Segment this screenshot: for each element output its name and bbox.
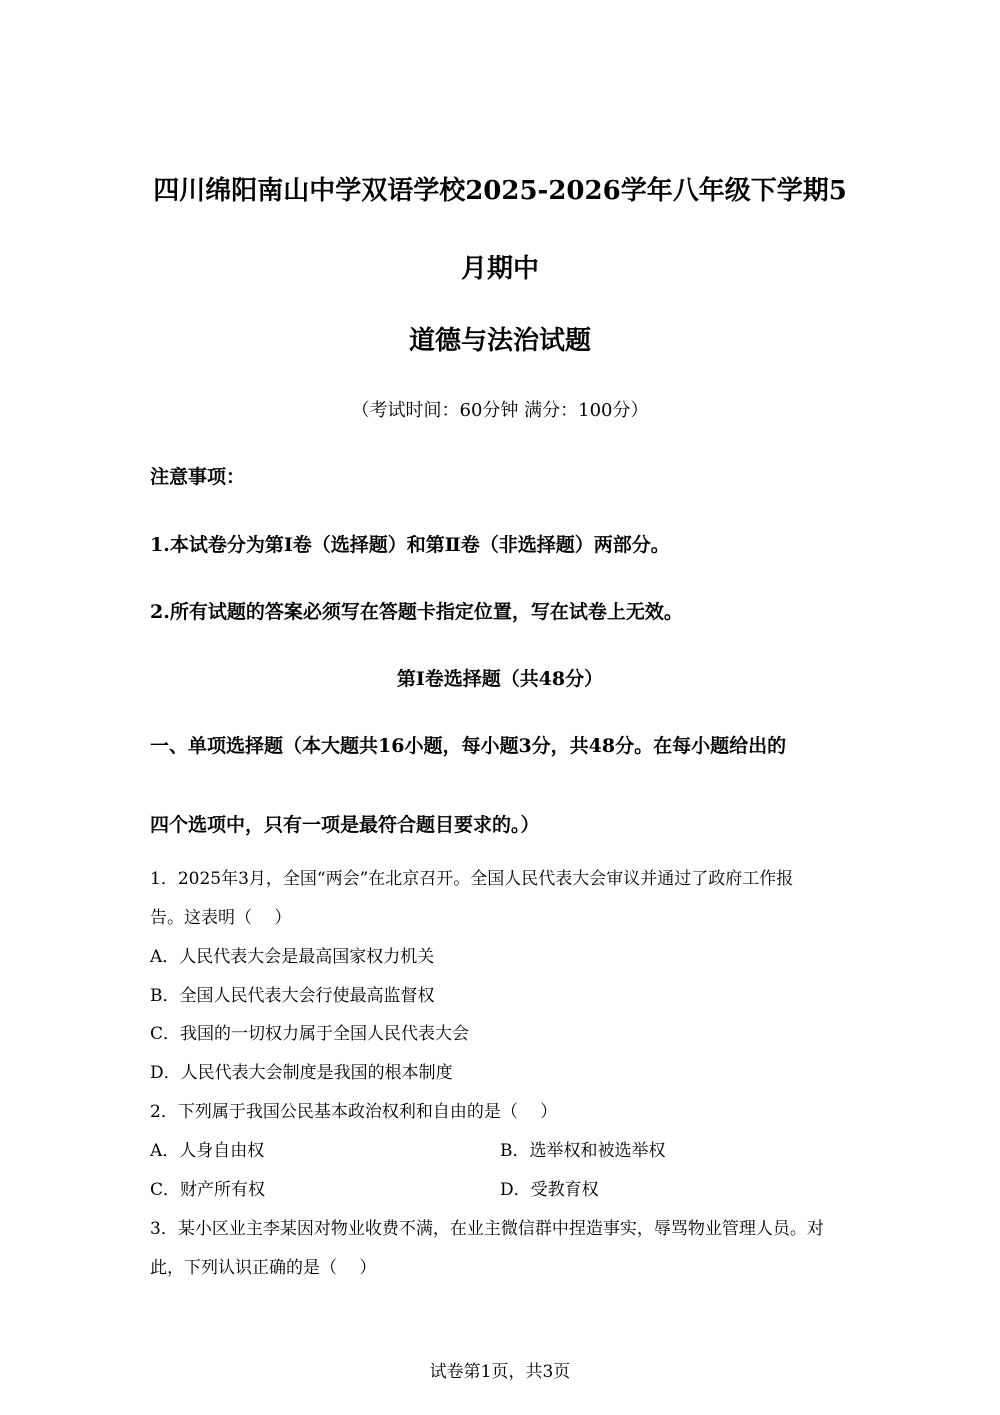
question-1-option-d: D．人民代表大会制度是我国的根本制度 xyxy=(150,1063,453,1083)
question-1-stem-line-1: 1．2025年3月，全国“两会”在北京召开。全国人民代表大会审议并通过了政府工作报 xyxy=(150,869,794,889)
question-1-option-a: A．人民代表大会是最高国家权力机关 xyxy=(150,947,435,967)
notice-item-1: 1.本试卷分为第Ⅰ卷（选择题）和第Ⅱ卷（非选择题）两部分。 xyxy=(150,534,670,556)
section-instruction-line-1: 一、单项选择题（本大题共16小题，每小题3分，共48分。在每小题给出的 xyxy=(150,735,787,757)
question-3-stem-line-2: 此，下列认识正确的是（ ） xyxy=(150,1258,377,1278)
question-1-option-c: C．我国的一切权力属于全国人民代表大会 xyxy=(150,1024,470,1044)
question-2-option-b: B．选举权和被选举权 xyxy=(500,1141,666,1161)
question-2-option-a: A．人身自由权 xyxy=(150,1141,265,1161)
exam-info: （考试时间：60分钟 满分：100分） xyxy=(351,400,649,421)
section-instruction-line-2: 四个选项中，只有一项是最符合题目要求的。） xyxy=(150,814,540,836)
part1-heading: 第Ⅰ卷选择题（共48分） xyxy=(396,668,604,690)
title-line-2: 月期中 xyxy=(460,254,539,284)
subject-title: 道德与法治试题 xyxy=(408,326,591,356)
question-2-option-c: C．财产所有权 xyxy=(150,1180,266,1200)
notice-item-2: 2.所有试题的答案必须写在答题卡指定位置，写在试卷上无效。 xyxy=(150,601,683,623)
question-1-stem-line-2: 告。这表明（ ） xyxy=(150,908,292,928)
page-footer: 试卷第1页，共3页 xyxy=(429,1362,571,1382)
question-2-stem: 2．下列属于我国公民基本政治权利和自由的是（ ） xyxy=(150,1102,558,1122)
question-3-stem-line-1: 3．某小区业主李某因对物业收费不满，在业主微信群中捏造事实，辱骂物业管理人员。对 xyxy=(150,1219,824,1239)
question-2-option-d: D．受教育权 xyxy=(500,1180,599,1200)
notice-heading: 注意事项： xyxy=(150,466,246,488)
question-1-option-b: B．全国人民代表大会行使最高监督权 xyxy=(150,986,435,1006)
title-line-1: 四川绵阳南山中学双语学校2025-2026学年八年级下学期5 xyxy=(153,176,847,206)
